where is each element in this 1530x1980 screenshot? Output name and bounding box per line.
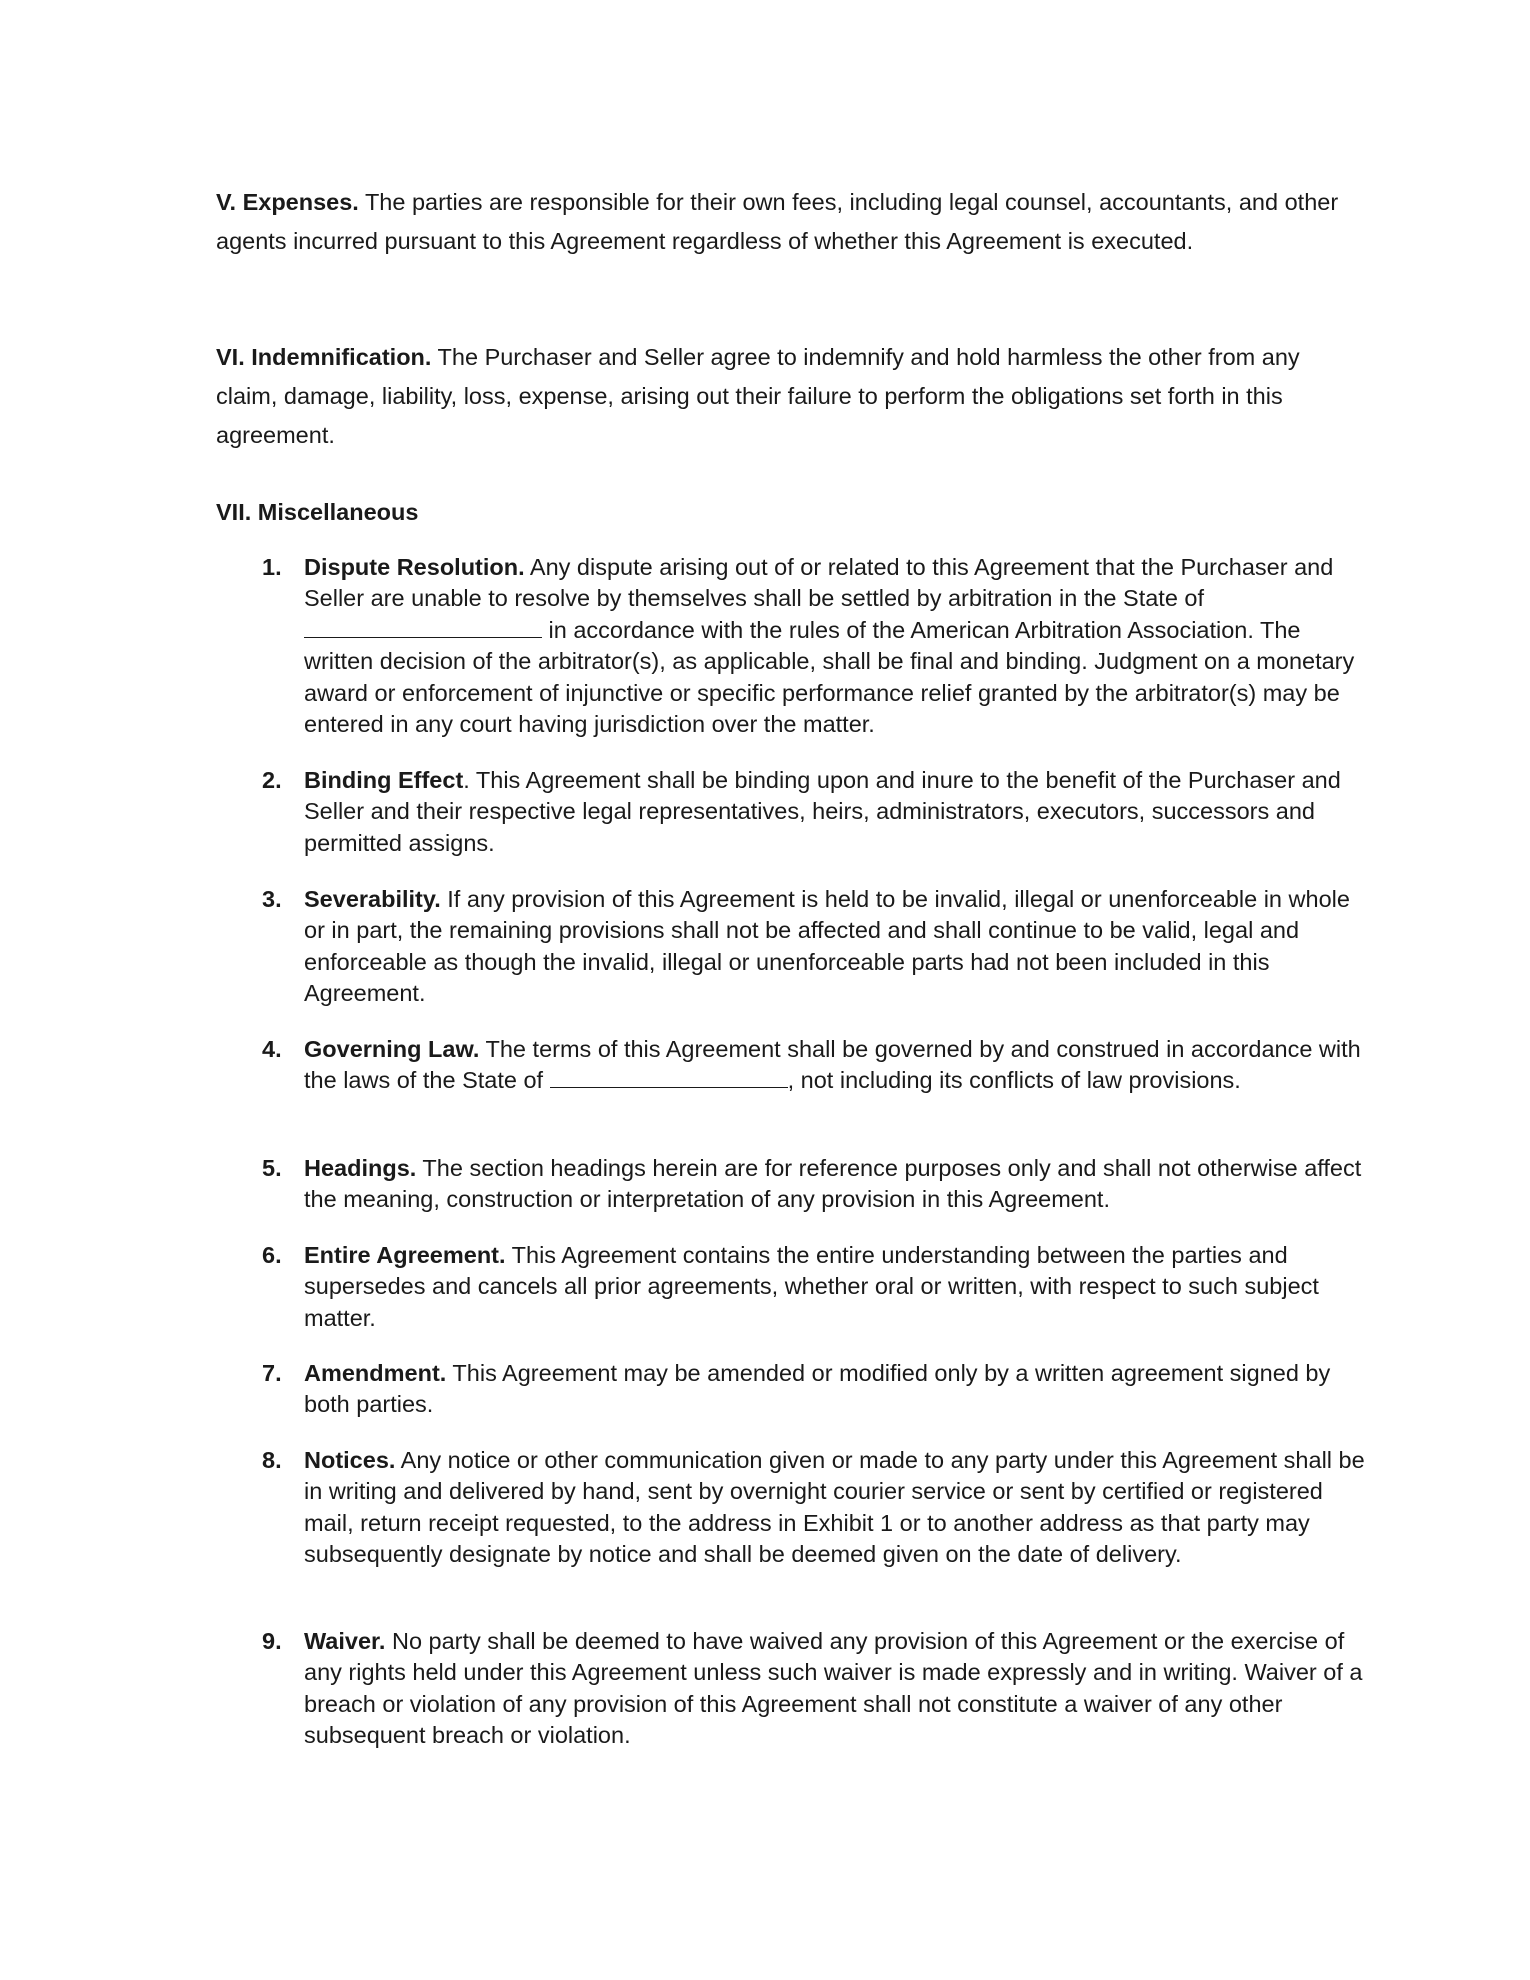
section-text: The Purchaser and Seller agree to indemnify and hold harmless the other from any claim, damage, liability, loss, expense, arising out their failure to perform the obligations set forth in this agreement. bbox=[216, 344, 1300, 448]
list-item-number: 3. bbox=[262, 886, 282, 912]
list-item-text: Any dispute arising out of or related to this Agreement that the Purchaser and Seller are unable to resolve by themselves shall be settled by arbitration in the State of bbox=[304, 554, 1334, 612]
list-item-heading: Dispute Resolution. bbox=[304, 554, 525, 580]
section-expenses bbox=[216, 183, 1366, 261]
section-heading: VI. Indemnification. bbox=[216, 344, 432, 370]
list-item-text: , not including its conflicts of law provisions. bbox=[787, 1067, 1241, 1094]
list-item-number: 4. bbox=[262, 1036, 282, 1062]
state-blank-line bbox=[304, 615, 542, 638]
list-item-text: in accordance with the rules of the American Arbitration Association. The written decision of the arbitrator(s), as applicable, shall be final and binding. Judgment on a monetary award or enforcement of injunctive or specific performance relief granted by the arbitrator(s) may be entered in any court having jurisdiction over the matter. bbox=[304, 616, 1355, 738]
list-item-text: The section headings herein are for reference purposes only and shall not otherwise affect the meaning, construction or interpretation of any provision in this Agreement. bbox=[304, 1155, 1362, 1213]
list-item-body bbox=[304, 1034, 1369, 1097]
section-text: The parties are responsible for their own fees, including legal counsel, accountants, and other agents incurred pursuant to this Agreement regardless of whether this Agreement is executed. bbox=[216, 189, 1339, 254]
list-item-body bbox=[304, 1358, 1369, 1421]
list-item-text: . This Agreement shall be binding upon and inure to the benefit of the Purchaser and Seller and their respective legal representatives, heirs, administrators, executors, successors and permitted assigns. bbox=[304, 767, 1341, 856]
list-item-body bbox=[304, 1445, 1369, 1571]
list-item-body bbox=[304, 765, 1369, 859]
list-item-body bbox=[304, 1626, 1369, 1752]
list-item-number: 8. bbox=[262, 1447, 282, 1473]
list-item-body bbox=[304, 552, 1369, 740]
list-item-text: No party shall be deemed to have waived any provision of this Agreement or the exercise of any rights held under this Agreement unless such waiver is made expressly and in writing. Waiver of a breach or violation of any provision of this Agreement shall not constitute a waiver of any other subsequent breach or violation. bbox=[304, 1628, 1363, 1749]
list-item-heading: Notices. bbox=[304, 1447, 396, 1473]
list-item-text: The terms of this Agreement shall be governed by and construed in accordance with the laws of the State of bbox=[304, 1036, 1361, 1094]
list-item-text: This Agreement may be amended or modified only by a written agreement signed by both parties. bbox=[304, 1360, 1331, 1418]
list-item-text: Any notice or other communication given or made to any party under this Agreement shall be in writing and delivered by hand, sent by overnight courier service or sent by certified or registered mail, return receipt requested, to the address in Exhibit 1 or to another address as that party may subsequently designate by notice and shall be deemed given on the date of delivery. bbox=[304, 1447, 1365, 1568]
state-blank-line bbox=[550, 1065, 788, 1088]
list-item-heading: Entire Agreement. bbox=[304, 1242, 506, 1268]
section-miscellaneous-heading: VII. Miscellaneous bbox=[216, 499, 419, 525]
list-item-body bbox=[304, 1240, 1369, 1334]
list-item-number: 1. bbox=[262, 554, 282, 580]
list-item-heading: Amendment. bbox=[304, 1360, 447, 1386]
list-item-number: 9. bbox=[262, 1628, 282, 1654]
list-item-number: 2. bbox=[262, 767, 282, 793]
list-item-number: 5. bbox=[262, 1155, 282, 1181]
list-item-number: 7. bbox=[262, 1360, 282, 1386]
list-item-text: This Agreement contains the entire understanding between the parties and supersedes and cancels all prior agreements, whether oral or written, with respect to such subject matter. bbox=[304, 1242, 1319, 1331]
list-item-heading: Governing Law. bbox=[304, 1036, 480, 1062]
list-item-body bbox=[304, 1153, 1369, 1216]
list-item-text: If any provision of this Agreement is held to be invalid, illegal or unenforceable in whole or in part, the remaining provisions shall not be affected and shall continue to be valid, legal and enforceable as though the invalid, illegal or unenforceable parts had not been included in this Agreement. bbox=[304, 886, 1350, 1007]
section-indemnification bbox=[216, 338, 1366, 455]
list-item-heading: Waiver. bbox=[304, 1628, 386, 1654]
list-item-heading: Binding Effect bbox=[304, 767, 464, 793]
list-item-number: 6. bbox=[262, 1242, 282, 1268]
list-item-heading: Severability. bbox=[304, 886, 441, 912]
list-item-heading: Headings. bbox=[304, 1155, 417, 1181]
list-item-body bbox=[304, 884, 1369, 1010]
section-heading: V. Expenses. bbox=[216, 189, 359, 215]
